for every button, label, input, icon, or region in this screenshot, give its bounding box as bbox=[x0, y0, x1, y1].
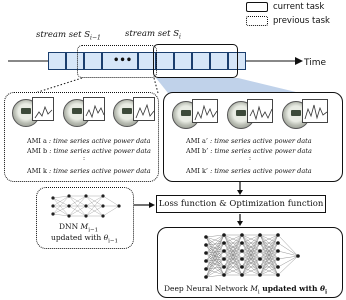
power-chart-thumbnail bbox=[302, 99, 328, 123]
nn-node bbox=[240, 241, 244, 245]
legend-current-task-swatch bbox=[246, 2, 268, 12]
ami-vdots: : bbox=[83, 155, 86, 162]
ami-id: AMI a bbox=[27, 137, 47, 145]
ami-row bbox=[27, 167, 151, 175]
ami-vdots: : bbox=[249, 155, 252, 162]
nn-node bbox=[204, 275, 208, 279]
power-chart-thumbnail bbox=[133, 97, 155, 121]
stream-set-curr-label: stream set $S_i$ bbox=[125, 29, 181, 41]
nn-node bbox=[222, 241, 226, 245]
ami-row bbox=[186, 147, 312, 155]
ami-id: AMI b bbox=[27, 147, 48, 155]
nn-node bbox=[276, 249, 280, 253]
ami-id: AMI k’ bbox=[186, 167, 208, 175]
nn-node bbox=[276, 257, 280, 261]
stream-ellipsis: ••• bbox=[113, 55, 133, 66]
previous-model-box bbox=[36, 187, 134, 249]
power-chart-thumbnail bbox=[83, 97, 105, 121]
previous-data-panel bbox=[4, 92, 159, 182]
ami-id: AMI b’ bbox=[186, 147, 209, 155]
nn-node bbox=[222, 265, 226, 269]
legend-previous-task-label: previous task bbox=[273, 16, 330, 26]
power-chart-thumbnail bbox=[192, 99, 218, 123]
ami-row bbox=[27, 147, 151, 155]
legend-previous-task-swatch bbox=[246, 16, 268, 26]
nn-node bbox=[222, 273, 226, 277]
stream-set-prev-label: stream set $S_{i-1}$ bbox=[36, 30, 101, 42]
ami-row bbox=[27, 137, 151, 145]
stream-cell bbox=[48, 52, 66, 70]
nn-node bbox=[296, 254, 300, 258]
ami-row bbox=[186, 137, 312, 145]
nn-node bbox=[258, 265, 262, 269]
neural-network-icon bbox=[202, 231, 302, 281]
current-model-box bbox=[157, 227, 343, 298]
nn-node bbox=[222, 249, 226, 253]
nn-node bbox=[222, 233, 226, 237]
nn-node bbox=[204, 243, 208, 247]
nn-node bbox=[258, 257, 262, 261]
nn-node bbox=[240, 233, 244, 237]
nn-node bbox=[276, 265, 280, 269]
nn-node bbox=[258, 273, 262, 277]
nn-node bbox=[240, 257, 244, 261]
power-chart-thumbnail bbox=[32, 97, 54, 121]
ami-desc: : time series active power data bbox=[207, 137, 312, 145]
ami-desc: : time series active power data bbox=[46, 167, 151, 175]
previous-model-label-line2: updated with $\theta_{i-1}$ bbox=[51, 233, 118, 245]
nn-node bbox=[204, 259, 208, 263]
nn-node bbox=[204, 235, 208, 239]
nn-node bbox=[276, 233, 280, 237]
current-model-label: Deep Neural Network $M_i$ updated with $\theta_i$ bbox=[164, 284, 328, 296]
ami-row bbox=[186, 167, 312, 175]
previous-model-label-line1: DNN $M_{i-1}$ bbox=[59, 222, 99, 234]
nn-node bbox=[258, 233, 262, 237]
nn-node bbox=[240, 265, 244, 269]
current-data-panel bbox=[163, 92, 343, 182]
nn-node bbox=[204, 267, 208, 271]
legend-current-task-label: current task bbox=[273, 2, 325, 12]
ami-desc: : time series active power data bbox=[46, 137, 151, 145]
loss-function-box: Loss function & Optimization function bbox=[156, 195, 326, 213]
nn-node bbox=[240, 273, 244, 277]
nn-node bbox=[204, 251, 208, 255]
ami-id: AMI a’ bbox=[186, 137, 208, 145]
ami-desc: : time series active power data bbox=[208, 147, 312, 155]
ami-id: AMI k bbox=[27, 167, 47, 175]
nn-node bbox=[222, 257, 226, 261]
time-label: Time bbox=[304, 58, 327, 68]
nn-node bbox=[276, 273, 280, 277]
nn-node bbox=[258, 241, 262, 245]
power-chart-thumbnail bbox=[247, 99, 273, 123]
neural-network-icon bbox=[49, 192, 123, 220]
nn-node bbox=[240, 249, 244, 253]
nn-node bbox=[276, 241, 280, 245]
ami-desc: : time series active power data bbox=[208, 167, 312, 175]
ami-desc: : time series active power data bbox=[47, 147, 151, 155]
nn-node bbox=[258, 249, 262, 253]
